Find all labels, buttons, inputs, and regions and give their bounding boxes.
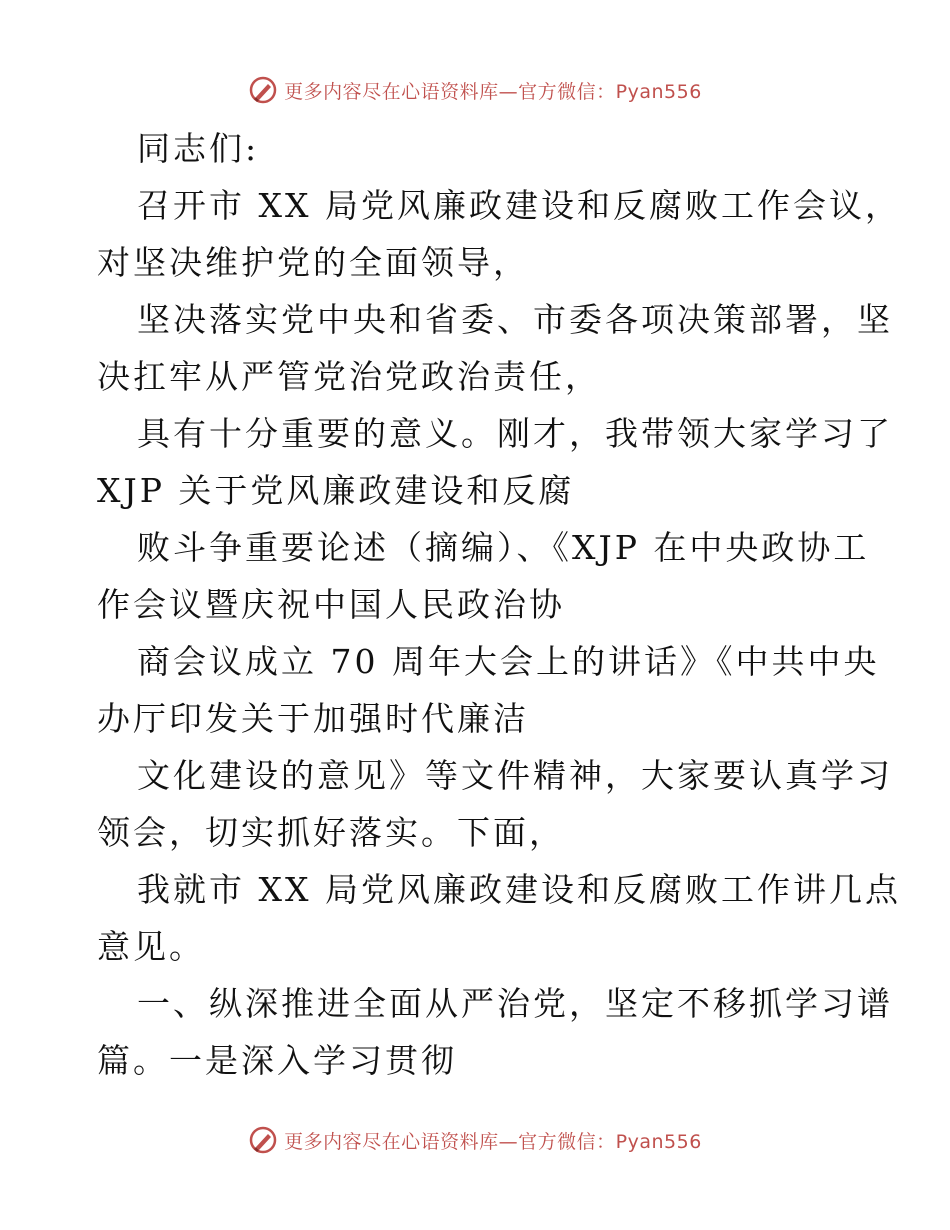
text-line: XJP 关于党风廉政建设和反腐 bbox=[97, 471, 575, 510]
footer-watermark bbox=[0, 1120, 950, 1160]
text-line: 同志们: bbox=[137, 129, 260, 168]
pen-nib-logo-icon bbox=[248, 75, 278, 105]
text-line: 作会议暨庆祝中国人民政治协 bbox=[97, 585, 565, 624]
watermark-text: 更多内容尽在心语资料库—官方微信：Pyan556 bbox=[284, 80, 702, 103]
text-line: 对坚决维护党的全面领导， bbox=[97, 243, 529, 282]
text-line: 商会议成立 70 周年大会上的讲话》《中共中央 bbox=[137, 642, 880, 681]
paragraph bbox=[97, 291, 893, 405]
text-line: 具有十分重要的意义。刚才，我带领大家学习了 bbox=[137, 414, 893, 453]
text-line: 我就市 XX 局党风廉政建设和反腐败工作讲几点 bbox=[137, 870, 901, 909]
header-watermark bbox=[0, 70, 950, 110]
text-line: 召开市 XX 局党风廉政建设和反腐败工作会议， bbox=[137, 186, 901, 225]
paragraph bbox=[97, 861, 901, 975]
document-body bbox=[97, 120, 901, 1089]
watermark-text: 更多内容尽在心语资料库—官方微信：Pyan556 bbox=[284, 1130, 702, 1153]
text-line: 领会，切实抓好落实。下面， bbox=[97, 813, 565, 852]
text-line: 文化建设的意见》等文件精神，大家要认真学习 bbox=[137, 756, 893, 795]
paragraph bbox=[97, 747, 893, 861]
paragraph bbox=[97, 177, 901, 291]
paragraph bbox=[97, 405, 893, 519]
pen-nib-logo-icon bbox=[248, 1125, 278, 1155]
text-line: 败斗争重要论述（摘编）、《XJP 在中央政协工 bbox=[137, 528, 870, 567]
text-line: 决扛牢从严管党治党政治责任， bbox=[97, 357, 601, 396]
text-line: 意见。 bbox=[97, 927, 205, 966]
paragraph bbox=[97, 519, 870, 633]
text-line: 一、纵深推进全面从严治党，坚定不移抓学习谱 bbox=[137, 984, 893, 1023]
text-line: 坚决落实党中央和省委、市委各项决策部署，坚 bbox=[137, 300, 893, 339]
paragraph bbox=[97, 975, 893, 1089]
text-line: 篇。一是深入学习贯彻 bbox=[97, 1041, 457, 1080]
paragraph bbox=[97, 633, 880, 747]
paragraph bbox=[97, 120, 857, 177]
text-line: 办厅印发关于加强时代廉洁 bbox=[97, 699, 529, 738]
